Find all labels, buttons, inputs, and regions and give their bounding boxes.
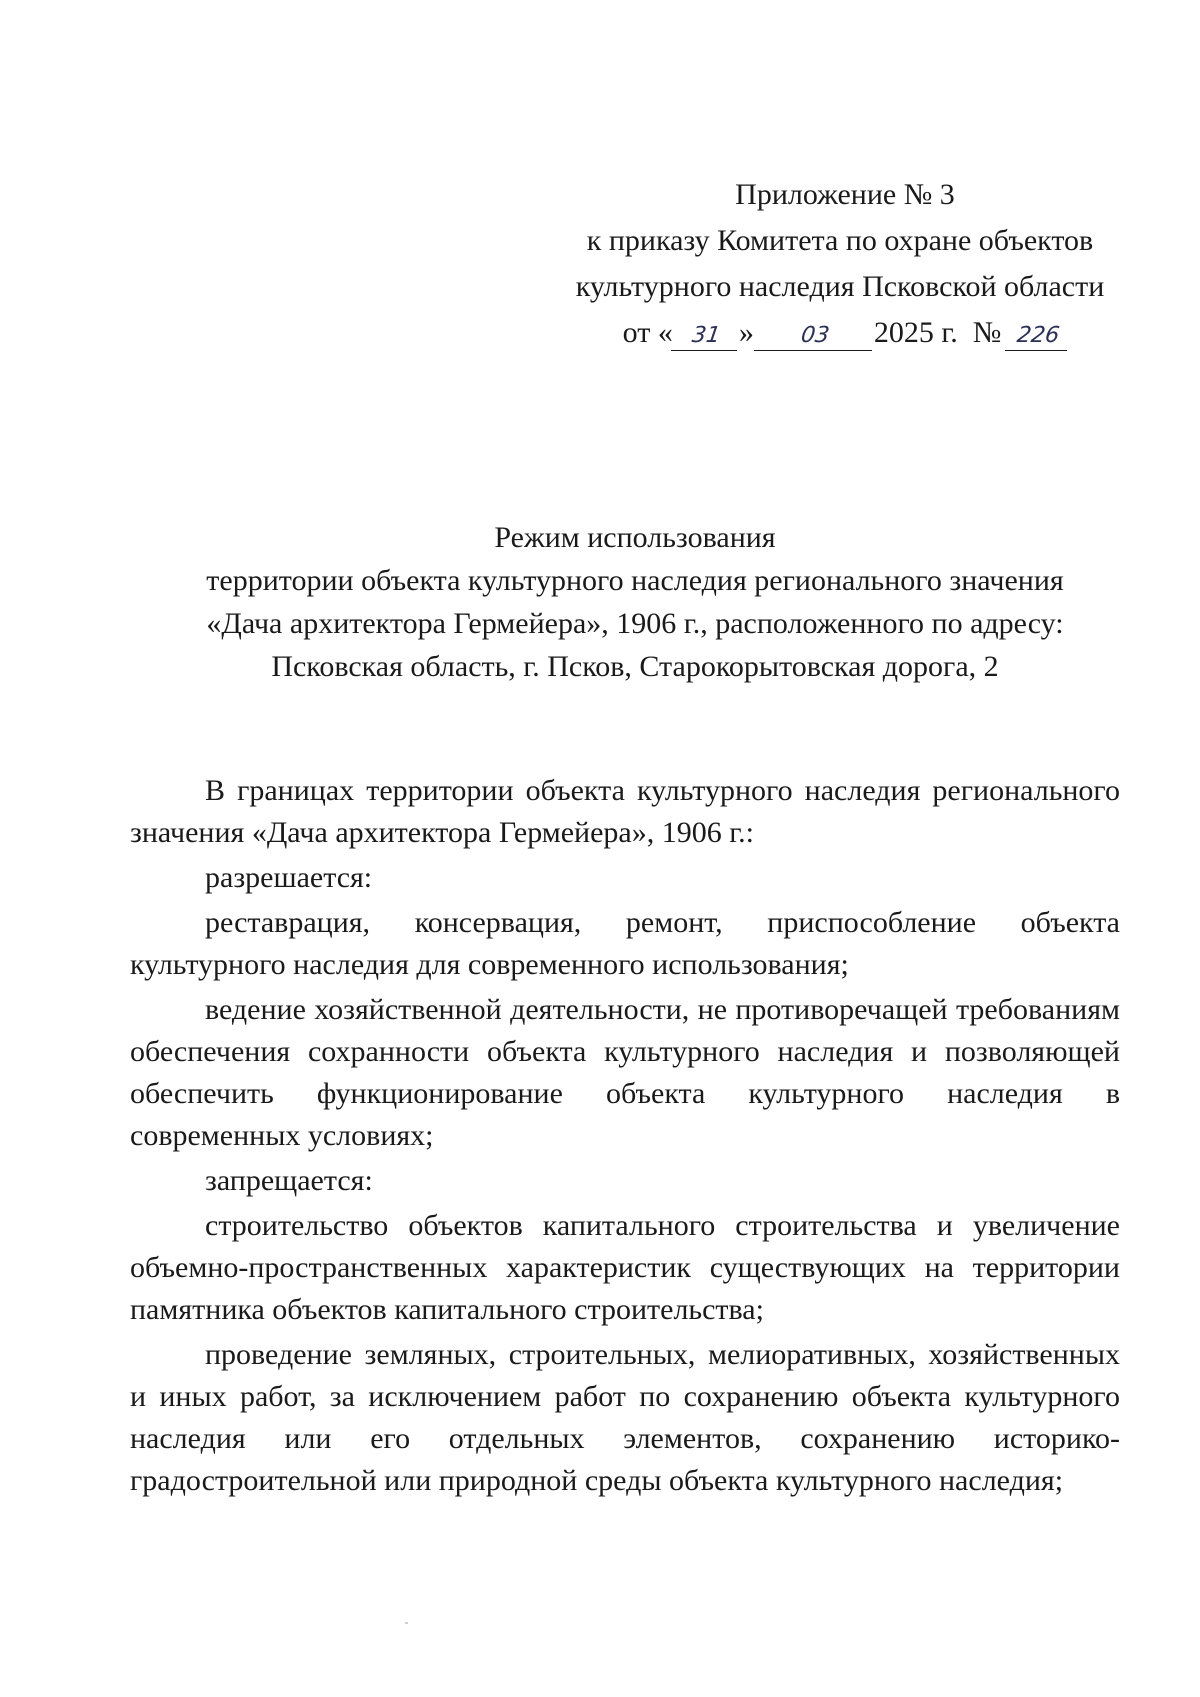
allowed-label: разрешается: (205, 861, 373, 894)
order-number-sign: № (972, 316, 1002, 349)
title-line-1: Режим использования (494, 521, 776, 554)
prohibited-item: проведение земляных, строительных, мелиоративных, хозяйственных и иных работ, за исключением работ по сохранению объекта культурного наследия или его отдельных элементов, сохранению историко-градостроительной или природной среды объекта культурного наследия; (130, 1338, 1120, 1497)
document-title (140, 516, 1130, 688)
prohibited-item: строительство объектов капитального строительства и увеличение объемно-пространственных характеристик существующих на территории памятника объектов капитального строительства; (130, 1209, 1120, 1326)
title-line-2: территории объекта культурного наследия регионального значения (206, 564, 1064, 597)
order-date-prefix: от « (622, 316, 673, 349)
appendix-header (560, 172, 1120, 356)
order-date-quote-close: » (738, 316, 754, 349)
scan-speck (405, 1622, 408, 1624)
title-line-4: Псковская область, г. Псков, Старокорытовская дорога, 2 (271, 650, 999, 683)
appendix-committee-name: культурного наследия Псковской области (575, 270, 1105, 303)
title-line-3: «Дача архитектора Гермейера», 1906 г., расположенного по адресу: (206, 607, 1064, 640)
allowed-item: ведение хозяйственной деятельности, не противоречащей требованиям обеспечения сохранности объекта культурного наследия и позволяющей обеспечить функционирование объекта культурного наследия в современных условиях; (130, 993, 1120, 1152)
prohibited-label: запрещается: (205, 1164, 373, 1197)
handwritten-day: 31 (671, 322, 741, 351)
handwritten-order-number: 226 (1005, 322, 1071, 351)
allowed-item: реставрация, консервация, ремонт, приспособление объекта культурного наследия для современного использования; (130, 906, 1120, 981)
appendix-number: Приложение № 3 (735, 178, 955, 211)
appendix-order-reference: к приказу Комитета по охране объектов (586, 224, 1094, 257)
order-date-number-line (560, 310, 1120, 356)
order-year: 2025 г. (873, 316, 958, 349)
handwritten-month: 03 (754, 322, 876, 351)
document-body (130, 770, 1120, 1505)
intro-paragraph: В границах территории объекта культурного наследия регионального значения «Дача архитектора Гермейера», 1906 г.: (130, 774, 1120, 849)
